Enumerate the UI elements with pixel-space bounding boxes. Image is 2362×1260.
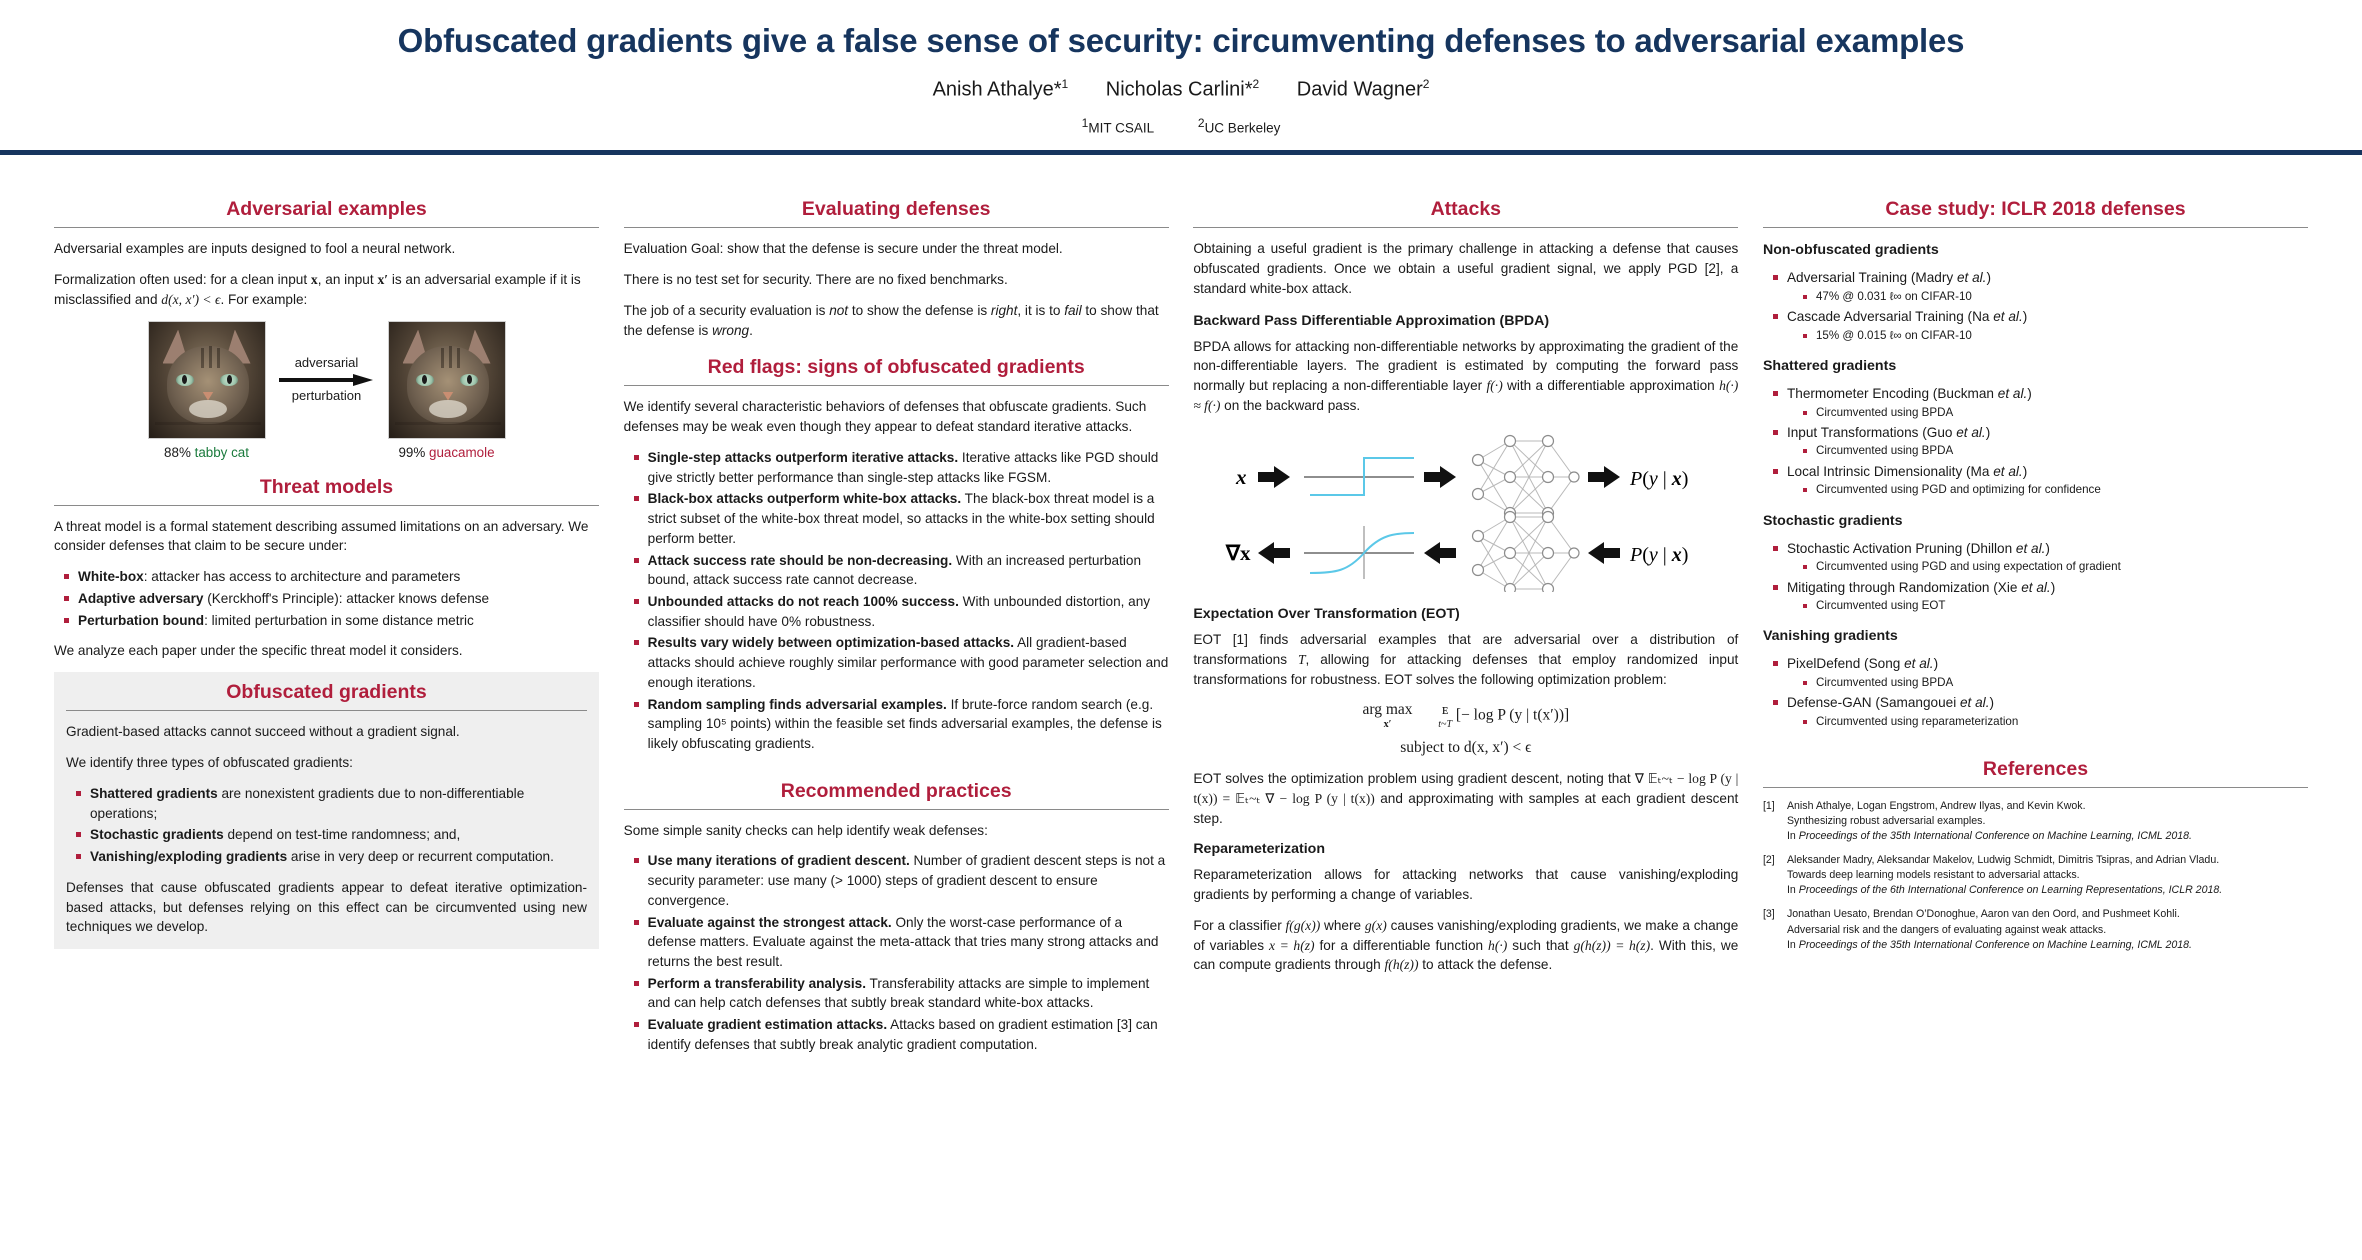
cat-pupil-right (467, 375, 472, 384)
adversarial-example-figure (54, 321, 599, 439)
reparam-paragraph-2 (1193, 916, 1738, 976)
defense-close-paren: ) (2050, 579, 2056, 595)
ed-p3-a: The job of a security evaluation is (623, 302, 830, 318)
defense-etal: et al. (1997, 385, 2028, 401)
rp-gh-identity: g(h(z)) = h(z) (1573, 937, 1651, 953)
adversarial-figure-captions (54, 445, 599, 460)
author-1-affil-marker: 1 (1061, 76, 1069, 91)
reference-venue: Proceedings of the 35th International Conference on Machine Learning, ICML 2018. (1798, 830, 2192, 843)
author-1-name: Anish Athalye* (932, 78, 1062, 101)
rp-bullet-3-rest: Attacks based on gradient estimation [3] can identify defenses that subtly break analytic gradient computation. (647, 1017, 1158, 1052)
bpda-paragraph-1 (1193, 337, 1738, 416)
reference-number: [2] (1762, 854, 1775, 867)
arrow-label-line-2: perturbation (291, 388, 362, 404)
cat-pupil-left (422, 375, 427, 384)
cat-stripe (441, 348, 444, 368)
defense-sublist (1787, 443, 2308, 459)
group-heading-stochastic: Stochastic gradients (1762, 512, 1903, 529)
section-title-threat-models: Threat models (259, 475, 394, 498)
poster-header (0, 0, 2362, 155)
reference-paper-title: Towards deep learning models resistant to adversarial attacks. (1786, 869, 2080, 882)
evaluating-paragraph-1: Evaluation Goal: show that the defense is secure under the threat model. (623, 241, 1063, 256)
cat-stripe (201, 348, 204, 368)
clean-image-caption (148, 445, 266, 460)
section-divider (1763, 227, 2308, 228)
ed-p3-right: right (990, 302, 1018, 318)
section-title-obfuscated-gradients: Obfuscated gradients (226, 681, 427, 704)
defense-list-stochastic (1763, 539, 2308, 615)
list-item (1773, 578, 2308, 615)
eot-paragraph-2 (1193, 769, 1738, 829)
rf-bullet-5-bold: Random sampling finds adversarial examples. (647, 696, 947, 712)
defense-close-paren: ) (1985, 424, 1991, 440)
threat-models-list (54, 567, 599, 630)
list-item (76, 847, 587, 867)
reference-authors: Jonathan Uesato, Brendan O’Donoghue, Aaron van den Oord, and Pushmeet Kohli. (1786, 908, 2180, 921)
obfuscated-gradient-types-list (66, 784, 587, 867)
subsection-title-bpda: Backward Pass Differentiable Approximation (BPDA) (1193, 312, 1550, 329)
diagram-backward-input-label: P(y | x) (1630, 543, 1689, 566)
list-item (64, 589, 599, 609)
rf-bullet-0-bold: Single-step attacks outperform iterative attacks. (647, 450, 959, 466)
rp-bullet-2-bold: Perform a transferability analysis. (647, 975, 867, 991)
affiliation-2-name: UC Berkeley (1204, 120, 1281, 136)
network-edges-backward (1478, 517, 1574, 589)
argmax-subscript: x′ (1383, 719, 1392, 731)
list-item (1773, 654, 2308, 691)
rf-bullet-1-rest: The black-box threat model is a strict subset of the white-box threat model, so attacks in the white-box setting should perform better. (647, 491, 1155, 546)
reference-body (1787, 799, 2308, 844)
author-3-name: David Wagner (1296, 78, 1423, 101)
rf-bullet-3-rest: With unbounded distortion, any classifier should have 0% robustness. (647, 593, 1151, 629)
adversarial-cat-image (388, 321, 506, 439)
eot-p1-b: , allowing for attacking defenses that employ randomized input transformations for robustness. EOT solves the following optimization problem: (1193, 651, 1739, 687)
ed-p3-wrong: wrong (712, 322, 750, 338)
affiliation-1-name: MIT CSAIL (1088, 120, 1155, 136)
cat-pupil-left (182, 375, 187, 384)
section-divider (54, 505, 599, 506)
rp-p2-a: For a classifier (1193, 917, 1286, 933)
list-item: Circumvented using PGD and optimizing for confidence (1803, 482, 2308, 498)
defense-close-paren: ) (2022, 308, 2028, 324)
recommended-practices-list (624, 851, 1169, 1054)
cat-stripe (217, 348, 220, 368)
rp-bullet-1-rest: Only the worst-case performance of a defense matters. Evaluate against the meta-attack that tries many strong attacks and returns the best result. (647, 914, 1159, 969)
defense-name: Input Transformations (Guo (1786, 424, 1957, 440)
defense-sublist (1787, 482, 2308, 498)
diagram-backward-output-label: ∇x (1226, 540, 1251, 565)
ed-p3-b: to show the defense is (848, 302, 991, 318)
obf-bullet-2-bold: Vanishing/exploding gradients (90, 848, 288, 864)
list-item (76, 825, 587, 845)
ae-p2-xprime: x′ (377, 271, 389, 287)
defense-list-non-obfuscated (1763, 268, 2308, 344)
reference-venue-prefix: In (1786, 884, 1799, 897)
adversarial-class-label: guacamole (429, 444, 495, 460)
section-title-evaluating-defenses: Evaluating defenses (801, 198, 991, 220)
list-item: Circumvented using EOT (1803, 598, 2308, 614)
list-item (634, 1015, 1169, 1054)
threat-bullet-0-bold: White-box (78, 569, 144, 585)
reference-item (1763, 907, 2308, 952)
eot-paragraph-1 (1193, 630, 1738, 690)
arrow-right-icon (1424, 466, 1456, 488)
recommended-paragraph-1: Some simple sanity checks can help identify weak defenses: (623, 822, 988, 838)
eot-constraint-line: subject to d(x, x′) < ϵ (1400, 739, 1532, 757)
arrow-left-icon (1424, 542, 1456, 564)
reference-body (1787, 907, 2308, 952)
eot-equation-block (1193, 701, 1738, 757)
author-2-affil-marker: 2 (1252, 76, 1260, 91)
caption-spacer (272, 445, 382, 460)
perturbation-arrow-label (272, 354, 382, 404)
reference-number: [1] (1762, 800, 1775, 813)
rp-p2-b: where (1320, 917, 1365, 933)
bpda-h-notation: h(·) ≈ f(·) (1193, 378, 1739, 414)
affiliation-1 (1082, 116, 1154, 136)
attacks-paragraph-1: Obtaining a useful gradient is the primary challenge in attacking a defense that causes obfuscated gradients. Once we obtain a useful gradient signal, we apply PGD [2], a standard white-box attack. (1193, 241, 1739, 296)
defense-close-paren: ) (1989, 695, 1995, 711)
bpda-diagram-svg (1218, 427, 1713, 592)
evaluating-paragraph-2: There is no test set for security. There are no fixed benchmarks. (623, 271, 1008, 287)
network-edges-forward (1478, 441, 1574, 513)
author-3 (1297, 77, 1430, 102)
page-title: Obfuscated gradients give a false sense of security: circumventing defenses to adversarial examples (397, 22, 1965, 59)
list-item (634, 592, 1169, 631)
diagram-forward-input-label: x (1236, 464, 1247, 489)
defense-etal: et al. (1960, 695, 1990, 711)
references-list (1763, 799, 2308, 952)
arrow-left-icon (1588, 542, 1620, 564)
obf-bullet-1-bold: Stochastic gradients (90, 827, 224, 843)
defense-name: Adversarial Training (Madry (1786, 270, 1957, 285)
list-item: Circumvented using PGD and using expectation of gradient (1803, 559, 2308, 575)
section-divider (54, 227, 599, 228)
rp-change-of-variables: x = h(z) (1269, 937, 1315, 953)
cat-stripe (457, 348, 460, 368)
reference-venue-prefix: In (1786, 830, 1799, 843)
section-divider (66, 710, 587, 711)
defense-close-paren: ) (2027, 385, 2032, 401)
defense-etal: et al. (1956, 424, 1986, 440)
poster-columns (0, 196, 2362, 1246)
section-title-recommended-practices: Recommended practices (780, 779, 1012, 802)
defense-list-shattered (1763, 384, 2308, 499)
eot-p1-a: EOT [1] finds adversarial examples that are adversarial over a distribution of transformations (1193, 631, 1739, 667)
adversarial-confidence: 99% (398, 444, 426, 460)
adversarial-examples-paragraph-1: Adversarial examples are inputs designed to fool a neural network. (54, 241, 456, 256)
affiliation-list (0, 116, 2362, 136)
obfuscated-paragraph-1: Gradient-based attacks cannot succeed without a gradient signal. (66, 724, 460, 740)
section-title-red-flags: Red flags: signs of obfuscated gradients (707, 356, 1085, 379)
ed-p3-e: . (749, 322, 753, 338)
list-item: Circumvented using BPDA (1803, 675, 2308, 691)
ae-p2-b: , an input (317, 271, 378, 287)
defense-close-paren: ) (2045, 540, 2050, 556)
group-heading-non-obfuscated: Non-obfuscated gradients (1762, 242, 1939, 258)
obfuscated-paragraph-2: We identify three types of obfuscated gradients: (66, 755, 353, 771)
defense-name: Mitigating through Randomization (Xie (1786, 579, 2022, 595)
rf-bullet-3-bold: Unbounded attacks do not reach 100% success. (647, 593, 959, 609)
reference-venue: Proceedings of the 6th International Conference on Learning Representations, ICLR 2018. (1798, 884, 2223, 897)
defense-close-paren: ) (1933, 656, 1939, 672)
obf-bullet-2-rest: arise in very deep or recurrent computation. (287, 848, 554, 864)
reparam-paragraph-1: Reparameterization allows for attacking networks that cause vanishing/exploding gradients by performing a change of variables. (1193, 866, 1739, 902)
ae-p2-a: Formalization often used: for a clean input (54, 271, 311, 287)
defense-name: Defense-GAN (Samangouei (1786, 695, 1960, 711)
reference-paper-title: Adversarial risk and the dangers of evaluating against weak attacks. (1786, 923, 2107, 936)
cat-stripe (155, 422, 261, 425)
defense-sublist (1787, 559, 2308, 575)
reference-item (1763, 853, 2308, 898)
argmax-operator (1362, 701, 1412, 730)
defense-name: Thermometer Encoding (Buckman (1786, 385, 1998, 401)
expectation-operator (1438, 702, 1452, 730)
cat-stripe (395, 422, 501, 425)
rp-bullet-0-bold: Use many iterations of gradient descent. (647, 853, 910, 869)
threat-bullet-0-rest: : attacker has access to architecture and parameters (143, 569, 461, 585)
defense-name: PixelDefend (Song (1786, 656, 1905, 672)
author-1 (933, 77, 1069, 102)
list-item (1773, 423, 2308, 460)
eot-objective-body: [− log P (y | t(x′))] (1455, 706, 1570, 724)
list-item (634, 913, 1169, 972)
defense-etal: et al. (1993, 308, 2023, 324)
rf-bullet-4-bold: Results vary widely between optimization-based attacks. (647, 635, 1015, 651)
rp-f-notation: f(g(x)) (1285, 917, 1321, 933)
affiliation-2 (1198, 116, 1280, 136)
cat-muzzle (189, 400, 227, 418)
defense-sublist (1787, 714, 2308, 730)
column-4 (1763, 196, 2308, 1246)
expectation-subscript: t~T (1438, 718, 1453, 730)
cat-pupil-right (227, 375, 232, 384)
rp-p2-g2: to attack the defense. (1418, 957, 1553, 973)
ae-p2-x: x (310, 271, 318, 287)
section-divider (1763, 787, 2308, 788)
defense-sublist (1787, 328, 2308, 344)
list-item (634, 851, 1169, 910)
rp-p2-d: for a differentiable function (1314, 937, 1489, 953)
cat-muzzle (429, 400, 467, 418)
reference-paper-title: Synthesizing robust adversarial examples. (1786, 815, 1986, 828)
list-item (634, 974, 1169, 1013)
reference-item (1763, 799, 2308, 844)
section-title-attacks: Attacks (1430, 198, 1502, 220)
rp-bullet-2-rest: Transferability attacks are simple to implement and can help catch defenses that subtly break standard white-box attacks. (647, 975, 1150, 1011)
red-flags-paragraph-1: We identify several characteristic behaviors of defenses that obfuscate gradients. Such defenses may be weak even though they appear to defeat standard iterative attacks. (623, 399, 1147, 435)
arrow-right-icon (1588, 466, 1620, 488)
clean-confidence: 88% (164, 444, 191, 460)
arrow-right-icon (1258, 466, 1290, 488)
ed-p3-c: , it is to (1017, 302, 1065, 318)
bpda-p1-a: BPDA allows for attacking non-differentiable networks by approximating the gradient of the non-differentiable layers. The gradient is estimated by computing the forward pass normally but replacing a non-differentiable layer (1193, 338, 1739, 394)
threat-models-paragraph-1: A threat model is a formal statement describing assumed limitations on an adversary. We consider defenses that claim to be secure under: (54, 518, 589, 554)
rp-g-notation: g(x) (1364, 917, 1387, 933)
obf-bullet-0-rest: are nonexistent gradients due to non-differentiable operations; (90, 785, 525, 821)
list-item: Circumvented using reparameterization (1803, 714, 2308, 730)
list-item: 47% @ 0.031 ℓ∞ on CIFAR-10 (1803, 289, 2308, 305)
rf-bullet-1-bold: Black-box attacks outperform white-box attacks. (647, 491, 962, 507)
eot-gradient-identity: ∇ 𝔼ₜ~ₜ − log P (y | t(x)) = 𝔼ₜ~ₜ ∇ − log P (y | t(x)) (1193, 771, 1739, 807)
list-item (1773, 539, 2308, 576)
ae-p2-c: is an adversarial example if it is misclassified and (54, 271, 581, 307)
adversarial-examples-paragraph-2 (54, 270, 599, 310)
defense-etal: et al. (1904, 656, 1934, 672)
ed-p3-d: to show that the defense is (623, 302, 1159, 338)
rf-bullet-2-rest: With an increased perturbation bound, attack success rate cannot decrease. (647, 552, 1142, 588)
reference-authors: Aleksander Madry, Aleksandar Makelov, Ludwig Schmidt, Dimitris Tsipras, and Adrian Vladu. (1786, 854, 2220, 867)
subsection-title-reparameterization: Reparameterization (1193, 840, 1325, 857)
section-divider (624, 385, 1169, 386)
list-item (634, 448, 1169, 487)
reference-body (1787, 853, 2308, 898)
defense-etal: et al. (2021, 579, 2051, 595)
list-item: Circumvented using BPDA (1803, 443, 2308, 459)
section-divider (624, 227, 1169, 228)
arrow-label-line-1: adversarial (294, 355, 359, 371)
list-item (1773, 462, 2308, 499)
column-3 (1193, 196, 1738, 1246)
section-title-case-study: Case study: ICLR 2018 defenses (1885, 198, 2186, 220)
author-list (0, 77, 2362, 102)
clean-cat-image (148, 321, 266, 439)
threat-bullet-2-bold: Perturbation bound (78, 612, 205, 628)
header-divider (0, 150, 2362, 155)
affiliation-1-marker: 1 (1081, 115, 1089, 130)
arrow-left-icon (1258, 542, 1290, 564)
ed-p3-fail: fail (1064, 302, 1082, 318)
list-item (64, 611, 599, 631)
section-divider (1193, 227, 1738, 228)
bpda-f-notation: f(·) (1486, 378, 1503, 394)
cat-stripe (449, 346, 452, 368)
author-2 (1106, 77, 1259, 102)
rf-bullet-0-rest: Iterative attacks like PGD should give strictly better performance than single-step attacks like FGSM. (647, 450, 1159, 485)
defense-name: Stochastic Activation Pruning (Dhillon (1786, 540, 2016, 556)
defense-sublist (1787, 289, 2308, 305)
eot-T-notation: T (1297, 651, 1306, 667)
author-2-name: Nicholas Carlini* (1105, 78, 1253, 101)
adversarial-image-caption (388, 445, 506, 460)
defense-etal: et al. (1993, 463, 2023, 479)
obf-bullet-0-bold: Shattered gradients (90, 785, 218, 801)
section-title-references: References (1982, 758, 2089, 781)
threat-models-paragraph-2: We analyze each paper under the specific threat model it considers. (54, 643, 463, 659)
group-heading-shattered: Shattered gradients (1762, 357, 1897, 374)
threat-bullet-1-bold: Adaptive adversary (78, 590, 204, 606)
rp-p2-f2: . With this, we can compute gradients through (1193, 937, 1739, 973)
threat-bullet-1-rest: (Kerckhoff's Principle): attacker knows defense (203, 590, 490, 606)
eot-equation-line-1 (1193, 701, 1738, 730)
bpda-p1-b: with a differentiable approximation (1502, 378, 1720, 394)
defense-etal: et al. (2015, 540, 2046, 556)
reference-venue-line (1787, 829, 2308, 844)
list-item: Circumvented using BPDA (1803, 405, 2308, 421)
column-2 (624, 196, 1169, 1246)
expectation-symbol: ᴇ (1441, 701, 1449, 718)
reference-authors: Anish Athalye, Logan Engstrom, Andrew Ilyas, and Kevin Kwok. (1786, 800, 2086, 813)
ae-p2-equation: d(x, x′) < ϵ (161, 291, 221, 307)
list-item (634, 633, 1169, 692)
column-1 (54, 196, 599, 1246)
author-3-affil-marker: 2 (1422, 76, 1430, 91)
list-item (634, 489, 1169, 548)
defense-close-paren: ) (2022, 463, 2028, 479)
eot-p2-b: and approximating with samples at each gradient descent step. (1193, 791, 1739, 827)
affiliation-2-marker: 2 (1197, 115, 1205, 130)
list-item (1773, 268, 2308, 305)
rp-p2-e: such that (1507, 937, 1574, 953)
bpda-p1-c: on the backward pass. (1220, 398, 1361, 414)
list-item: 15% @ 0.015 ℓ∞ on CIFAR-10 (1803, 328, 2308, 344)
rp-bullet-3-bold: Evaluate gradient estimation attacks. (647, 1017, 888, 1033)
defense-sublist (1787, 598, 2308, 614)
reference-venue: Proceedings of the 35th International Conference on Machine Learning, ICML 2018. (1798, 938, 2192, 951)
reference-number: [3] (1762, 908, 1775, 921)
rp-bullet-1-bold: Evaluate against the strongest attack. (647, 914, 892, 930)
reference-venue-line (1787, 883, 2308, 898)
bpda-diagram (1193, 427, 1738, 592)
rf-bullet-2-bold: Attack success rate should be non-decreasing. (647, 552, 953, 568)
rf-bullet-4-rest: All gradient-based attacks should achieve roughly similar performance with good parameter selection and enough iterations. (647, 635, 1169, 690)
diagram-forward-output-label: P(y | x) (1630, 467, 1689, 490)
red-flags-list (624, 448, 1169, 754)
obfuscated-gradients-box (54, 672, 599, 949)
reference-venue-line (1787, 938, 2308, 953)
defense-name: Local Intrinsic Dimensionality (Ma (1786, 463, 1994, 479)
rp-fh-notation: f(h(z)) (1384, 957, 1419, 973)
group-heading-vanishing: Vanishing gradients (1762, 628, 1898, 645)
obf-bullet-1-rest: depend on test-time randomness; and, (223, 827, 461, 843)
rf-bullet-5-rest: If brute-force random search (e.g. sampling 10⁵ points) within the feasible set finds adversarial examples, the defense is likely obfuscating gradients. (647, 696, 1162, 751)
ed-p3-not: not (829, 302, 849, 318)
rp-p2-c: causes vanishing/exploding gradients, we make a change of variables (1193, 917, 1739, 953)
defense-list-vanishing (1763, 654, 2308, 730)
rp-bullet-0-rest: Number of gradient descent steps is not a security parameter: use many (> 1000) steps of gradient descent to ensure convergence. (647, 853, 1166, 908)
list-item (1773, 384, 2308, 421)
evaluating-paragraph-3 (624, 301, 1169, 341)
clean-class-label: tabby cat (194, 444, 249, 460)
rp-h-notation: h(·) (1488, 937, 1508, 953)
obfuscated-paragraph-3: Defenses that cause obfuscated gradients appear to defeat iterative optimization-based attacks, but defenses relying on this effect can be circumvented using new techniques we develop. (66, 879, 587, 935)
list-item (1773, 307, 2308, 344)
defense-sublist (1787, 675, 2308, 691)
defense-sublist (1787, 405, 2308, 421)
list-item (634, 551, 1169, 590)
list-item (1773, 693, 2308, 730)
section-title-adversarial-examples: Adversarial examples (226, 198, 427, 220)
list-item (64, 567, 599, 587)
ae-p2-d: . For example: (220, 291, 308, 307)
reference-venue-prefix: In (1786, 938, 1799, 951)
defense-etal: et al. (1956, 270, 1987, 285)
section-divider (624, 809, 1169, 810)
arrow-icon (279, 375, 375, 384)
threat-bullet-2-rest: : limited perturbation in some distance metric (204, 612, 474, 628)
cat-stripe (209, 346, 212, 368)
subsection-title-eot: Expectation Over Transformation (EOT) (1193, 605, 1460, 622)
defense-name: Cascade Adversarial Training (Na (1786, 308, 1994, 324)
argmax-label: arg max (1362, 701, 1413, 719)
list-item (76, 784, 587, 823)
eot-p2-a: EOT solves the optimization problem using gradient descent, noting that (1193, 771, 1635, 787)
defense-close-paren: ) (1986, 270, 1991, 285)
list-item (634, 695, 1169, 754)
